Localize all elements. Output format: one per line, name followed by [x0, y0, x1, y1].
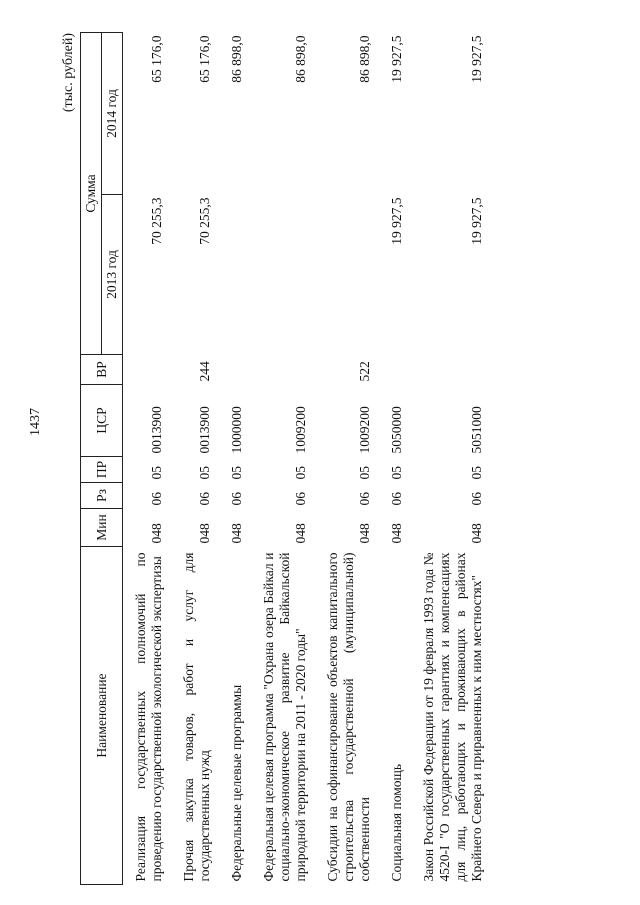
row-pr: 05 [149, 466, 164, 480]
row-rz: 06 [389, 492, 404, 506]
row-csr: 0013900 [149, 406, 164, 454]
row-sum-2014: 19 927,5 [469, 35, 484, 83]
row-name: Субсидии на софинансирование объектов капитального строительства государственной (муниципальной) собственности [325, 552, 372, 882]
row-vr [123, 355, 172, 385]
row-csr: 0013900 [197, 406, 212, 454]
row-csr: 1009200 [357, 406, 372, 454]
row-min: 048 [229, 523, 244, 544]
row-csr: 1000000 [229, 406, 244, 454]
row-rz: 06 [229, 492, 244, 506]
row-csr: 1009200 [293, 406, 308, 454]
row-pr: 05 [197, 466, 212, 480]
row-vr [379, 355, 411, 385]
row-vr [411, 355, 491, 385]
row-min: 048 [357, 523, 372, 544]
page-number: 1437 [28, 408, 43, 436]
table-row [219, 32, 251, 884]
row-pr: 05 [389, 466, 404, 480]
header-name: Наименование [81, 547, 123, 885]
row-name: Федеральная целевая программа "Охрана озера Байкал и социально-экономическое развитие Байкальской природной территории на 2011 - 2020 годы" [261, 552, 308, 882]
row-pr: 05 [293, 466, 308, 480]
row-rz: 06 [197, 492, 212, 506]
header-rz: Рз [81, 483, 123, 509]
header-sum: Сумма [81, 32, 102, 354]
row-sum-2013: 19 927,5 [389, 197, 404, 245]
row-name: Федеральные целевые программы [229, 684, 244, 882]
row-min: 048 [469, 523, 484, 544]
row-csr: 5050000 [389, 406, 404, 454]
row-pr: 05 [229, 466, 244, 480]
row-sum-2013 [315, 195, 379, 355]
row-sum-2014: 86 898,0 [293, 35, 308, 83]
row-sum-2014: 86 898,0 [229, 35, 244, 83]
rotated-page-content [62, 33, 584, 885]
row-min: 048 [197, 523, 212, 544]
header-pr: ПР [81, 457, 123, 483]
row-sum-2014: 86 898,0 [357, 35, 372, 83]
row-sum-2013: 70 255,3 [197, 197, 212, 245]
row-name: Закон Российской Федерации от 19 февраля 1993 года № 4520-I "О государственных гарантиях и компенсациях для лиц, работающих и проживающих в районах Крайнего Севера и приравненных к ним местностях" [421, 552, 484, 882]
row-name: Реализация государственных полномочий по проведению государственной экологической экспертизы [133, 552, 164, 882]
table-row [123, 32, 172, 884]
row-rz: 06 [149, 492, 164, 506]
units-note: (тыс. рублей) [61, 33, 76, 113]
row-pr: 05 [469, 466, 484, 480]
row-sum-2014: 65 176,0 [149, 35, 164, 83]
row-rz: 06 [469, 492, 484, 506]
table-row [379, 32, 411, 884]
row-vr [219, 355, 251, 385]
table-header [81, 32, 123, 884]
row-sum-2013: 70 255,3 [149, 197, 164, 245]
row-name: Социальная помощь [389, 763, 404, 882]
row-sum-2013 [219, 195, 251, 355]
row-rz: 06 [293, 492, 308, 506]
table-body [123, 32, 492, 884]
header-2013: 2013 год [102, 195, 123, 355]
row-min: 048 [389, 523, 404, 544]
row-pr: 05 [357, 466, 372, 480]
header-min: Мин [81, 509, 123, 547]
row-vr: 244 [197, 361, 212, 382]
table-row [251, 32, 315, 884]
row-min: 048 [293, 523, 308, 544]
header-2014: 2014 год [102, 32, 123, 194]
table-row [411, 32, 491, 884]
row-vr [251, 355, 315, 385]
row-csr: 5051000 [469, 406, 484, 454]
row-sum-2014: 65 176,0 [197, 35, 212, 83]
header-vr: ВР [81, 355, 123, 385]
row-sum-2014: 19 927,5 [389, 35, 404, 83]
row-sum-2013 [251, 195, 315, 355]
row-sum-2013: 19 927,5 [469, 197, 484, 245]
row-name: Прочая закупка товаров, работ и услуг для государственных нужд [181, 552, 212, 882]
header-csr: ЦСР [81, 385, 123, 457]
table-row [315, 32, 379, 884]
budget-table [80, 32, 491, 885]
row-min: 048 [149, 523, 164, 544]
row-vr: 522 [357, 361, 372, 382]
table-row [171, 32, 219, 884]
row-rz: 06 [357, 492, 372, 506]
